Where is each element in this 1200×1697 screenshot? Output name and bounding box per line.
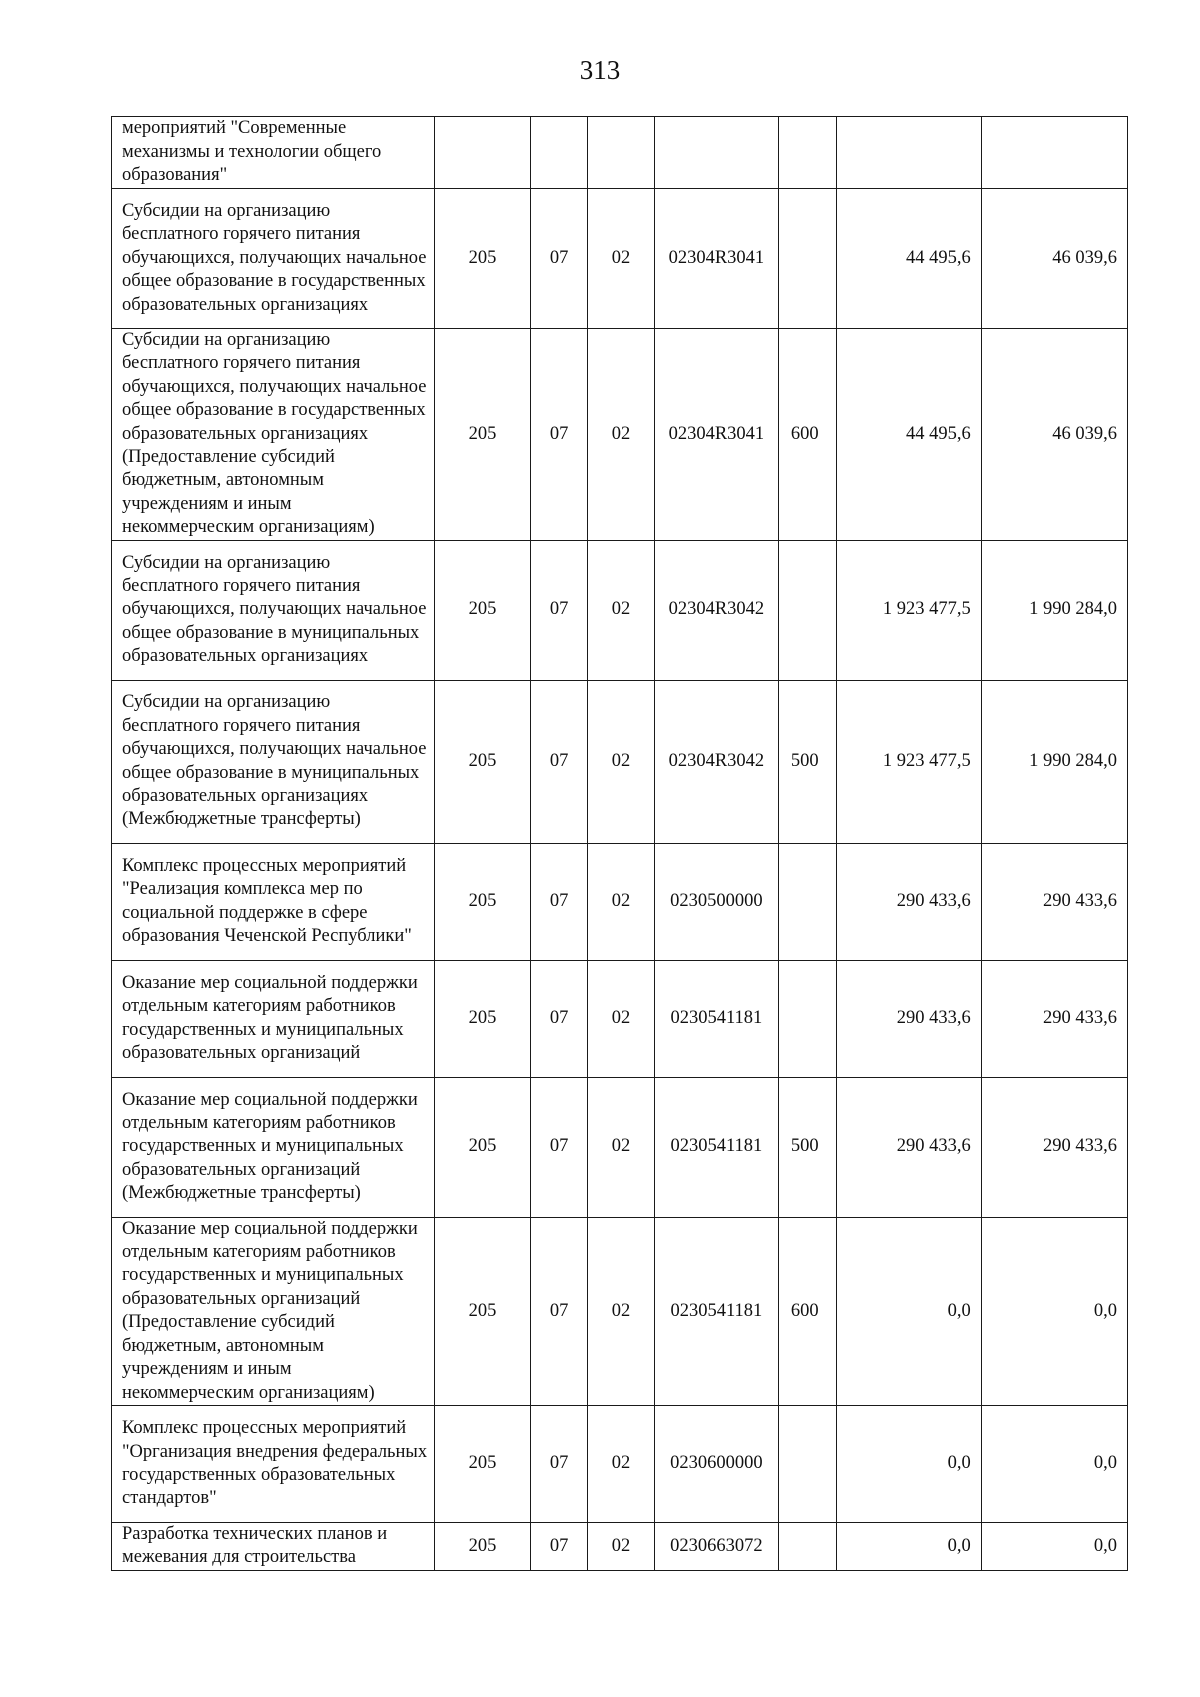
amount-2-cell: 0,0	[981, 1217, 1127, 1405]
target-article-cell: 0230541181	[654, 1077, 778, 1217]
amount-2-cell: 0,0	[981, 1405, 1127, 1522]
description-cell: Субсидии на организацию бесплатного горячего питания обучающихся, получающих начальное общее образование в муниципальных образовательных организациях (Межбюджетные трансферты)	[112, 680, 435, 843]
pr-cell: 02	[588, 1217, 655, 1405]
table-row	[112, 540, 1128, 680]
expense-type-cell	[778, 117, 836, 189]
amount-1-cell: 290 433,6	[836, 843, 981, 960]
table-body	[112, 117, 1128, 1571]
target-article-cell: 02304R3042	[654, 540, 778, 680]
rz-cell: 07	[531, 540, 588, 680]
rz-cell: 07	[531, 1217, 588, 1405]
amount-2-cell	[981, 117, 1127, 189]
amount-2-cell: 46 039,6	[981, 189, 1127, 329]
description-cell: Субсидии на организацию бесплатного горячего питания обучающихся, получающих начальное общее образование в государственных образовательных организациях	[112, 189, 435, 329]
expense-type-cell: 500	[778, 680, 836, 843]
pr-cell: 02	[588, 680, 655, 843]
amount-2-cell: 1 990 284,0	[981, 540, 1127, 680]
expense-type-cell	[778, 189, 836, 329]
gr-cell	[434, 117, 530, 189]
gr-cell: 205	[434, 843, 530, 960]
amount-1-cell: 44 495,6	[836, 329, 981, 541]
table-row	[112, 960, 1128, 1077]
description-cell: Оказание мер социальной поддержки отдельным категориям работников государственных и муниципальных образовательных организаций	[112, 960, 435, 1077]
table-row	[112, 1522, 1128, 1570]
amount-2-cell: 290 433,6	[981, 843, 1127, 960]
pr-cell: 02	[588, 1522, 655, 1570]
amount-1-cell: 44 495,6	[836, 189, 981, 329]
expense-type-cell: 600	[778, 329, 836, 541]
description-cell: Оказание мер социальной поддержки отдельным категориям работников государственных и муниципальных образовательных организаций (Межбюджетные трансферты)	[112, 1077, 435, 1217]
table-row	[112, 1217, 1128, 1405]
rz-cell: 07	[531, 329, 588, 541]
pr-cell: 02	[588, 329, 655, 541]
amount-1-cell: 0,0	[836, 1217, 981, 1405]
target-article-cell	[654, 117, 778, 189]
gr-cell: 205	[434, 1522, 530, 1570]
rz-cell: 07	[531, 1405, 588, 1522]
description-cell: мероприятий "Современные механизмы и технологии общего образования"	[112, 117, 435, 189]
gr-cell: 205	[434, 960, 530, 1077]
rz-cell: 07	[531, 843, 588, 960]
gr-cell: 205	[434, 680, 530, 843]
amount-2-cell: 0,0	[981, 1522, 1127, 1570]
page-number: 313	[579, 55, 621, 85]
pr-cell: 02	[588, 1405, 655, 1522]
expense-type-cell	[778, 1405, 836, 1522]
table-row	[112, 117, 1128, 189]
target-article-cell: 02304R3042	[654, 680, 778, 843]
amount-2-cell: 290 433,6	[981, 1077, 1127, 1217]
description-cell: Оказание мер социальной поддержки отдельным категориям работников государственных и муниципальных образовательных организаций (Предоставление субсидий бюджетным, автономным учреждениям и иным некоммерческим организациям)	[112, 1217, 435, 1405]
table-row	[112, 1405, 1128, 1522]
target-article-cell: 02304R3041	[654, 329, 778, 541]
gr-cell: 205	[434, 1405, 530, 1522]
pr-cell: 02	[588, 960, 655, 1077]
expense-type-cell: 600	[778, 1217, 836, 1405]
expense-type-cell	[778, 960, 836, 1077]
amount-1-cell: 290 433,6	[836, 960, 981, 1077]
amount-2-cell: 1 990 284,0	[981, 680, 1127, 843]
target-article-cell: 02304R3041	[654, 189, 778, 329]
gr-cell: 205	[434, 1077, 530, 1217]
pr-cell: 02	[588, 1077, 655, 1217]
amount-1-cell: 0,0	[836, 1522, 981, 1570]
table-row	[112, 189, 1128, 329]
pr-cell: 02	[588, 843, 655, 960]
budget-table	[111, 116, 1128, 1571]
description-cell: Разработка технических планов и межевания для строительства	[112, 1522, 435, 1570]
table-row	[112, 843, 1128, 960]
amount-2-cell: 290 433,6	[981, 960, 1127, 1077]
amount-1-cell: 290 433,6	[836, 1077, 981, 1217]
gr-cell: 205	[434, 189, 530, 329]
table-row	[112, 1077, 1128, 1217]
amount-1-cell: 1 923 477,5	[836, 540, 981, 680]
amount-1-cell: 1 923 477,5	[836, 680, 981, 843]
amount-1-cell: 0,0	[836, 1405, 981, 1522]
amount-2-cell: 46 039,6	[981, 329, 1127, 541]
expense-type-cell: 500	[778, 1077, 836, 1217]
rz-cell	[531, 117, 588, 189]
expense-type-cell	[778, 1522, 836, 1570]
pr-cell: 02	[588, 540, 655, 680]
target-article-cell: 0230663072	[654, 1522, 778, 1570]
gr-cell: 205	[434, 1217, 530, 1405]
gr-cell: 205	[434, 540, 530, 680]
rz-cell: 07	[531, 189, 588, 329]
table-row	[112, 329, 1128, 541]
target-article-cell: 0230500000	[654, 843, 778, 960]
target-article-cell: 0230600000	[654, 1405, 778, 1522]
description-cell: Субсидии на организацию бесплатного горячего питания обучающихся, получающих начальное общее образование в государственных образовательных организациях (Предоставление субсидий бюджетным, автономным учреждениям и иным некоммерческим организациям)	[112, 329, 435, 541]
expense-type-cell	[778, 843, 836, 960]
target-article-cell: 0230541181	[654, 960, 778, 1077]
expense-type-cell	[778, 540, 836, 680]
amount-1-cell	[836, 117, 981, 189]
gr-cell: 205	[434, 329, 530, 541]
description-cell: Комплекс процессных мероприятий "Реализация комплекса мер по социальной поддержке в сфере образования Чеченской Республики"	[112, 843, 435, 960]
rz-cell: 07	[531, 960, 588, 1077]
pr-cell: 02	[588, 189, 655, 329]
pr-cell	[588, 117, 655, 189]
rz-cell: 07	[531, 1077, 588, 1217]
description-cell: Субсидии на организацию бесплатного горячего питания обучающихся, получающих начальное общее образование в муниципальных образовательных организациях	[112, 540, 435, 680]
rz-cell: 07	[531, 680, 588, 843]
rz-cell: 07	[531, 1522, 588, 1570]
description-cell: Комплекс процессных мероприятий "Организация внедрения федеральных государственных образовательных стандартов"	[112, 1405, 435, 1522]
table-row	[112, 680, 1128, 843]
target-article-cell: 0230541181	[654, 1217, 778, 1405]
